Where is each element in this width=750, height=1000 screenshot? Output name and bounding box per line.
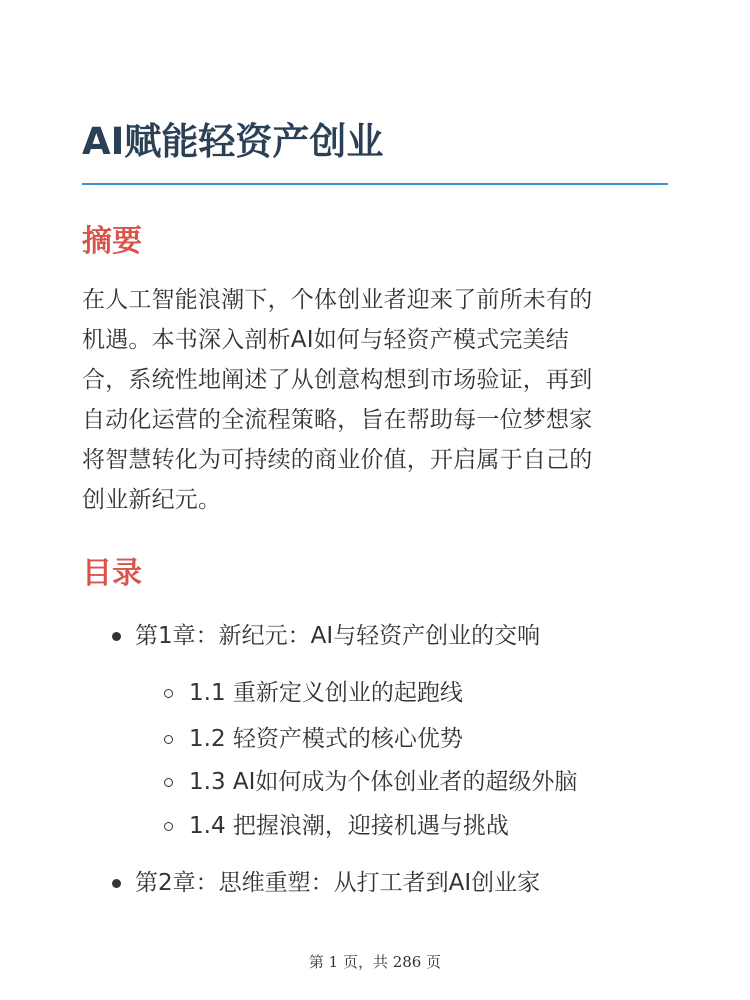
toc-section-1-3[interactable]: 1.3 AI如何成为个体创业者的超级外脑 — [189, 769, 578, 795]
toc-section-1-4[interactable]: 1.4 把握浪潮，迎接机遇与挑战 — [189, 813, 509, 839]
page-indicator: 第 1 页，共 286 页 — [308, 953, 442, 971]
abstract-paragraph — [82, 280, 672, 520]
title-divider — [82, 183, 668, 185]
document-title: AI赋能轻资产创业 — [82, 120, 384, 163]
abstract-heading: 摘要 — [82, 224, 142, 259]
abstract-line: 创业新纪元。 — [82, 487, 222, 513]
toc-section-1-2[interactable]: 1.2 轻资产模式的核心优势 — [189, 726, 463, 752]
abstract-line: 在人工智能浪潮下，个体创业者迎来了前所未有的 — [82, 287, 593, 313]
bullet-circle-icon — [164, 822, 173, 831]
bullet-disc-icon — [112, 879, 121, 888]
bullet-circle-icon — [164, 735, 173, 744]
toc-heading: 目录 — [82, 556, 142, 591]
toc-chapter-2[interactable]: 第2章：思维重塑：从打工者到AI创业家 — [135, 870, 541, 896]
abstract-line: 自动化运营的全流程策略，旨在帮助每一位梦想家 — [82, 407, 593, 433]
abstract-line: 机遇。本书深入剖析AI如何与轻资产模式完美结 — [82, 327, 569, 353]
toc-section-1-1[interactable]: 1.1 重新定义创业的起跑线 — [189, 680, 463, 706]
bullet-circle-icon — [164, 778, 173, 787]
abstract-line: 将智慧转化为可持续的商业价值，开启属于自己的 — [82, 447, 593, 473]
abstract-line: 合，系统性地阐述了从创意构想到市场验证，再到 — [82, 367, 593, 393]
bullet-disc-icon — [112, 632, 121, 641]
bullet-circle-icon — [164, 689, 173, 698]
toc-chapter-1[interactable]: 第1章：新纪元：AI与轻资产创业的交响 — [135, 623, 541, 649]
